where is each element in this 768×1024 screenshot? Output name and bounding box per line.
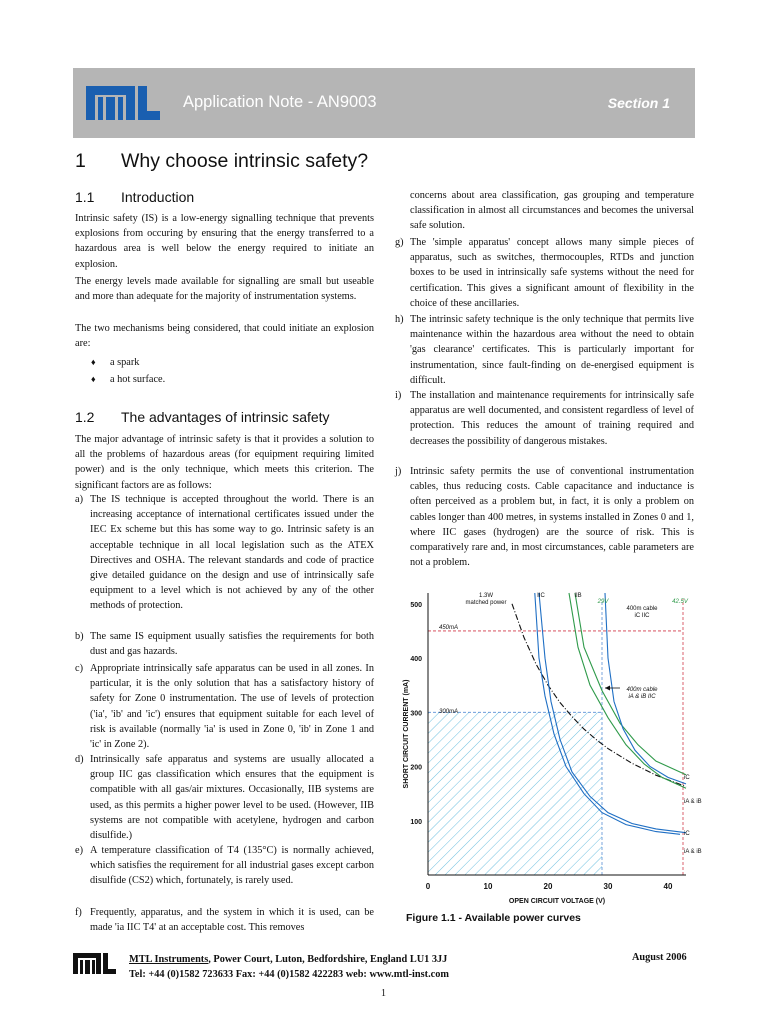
header-title: Application Note - AN9003 bbox=[183, 93, 377, 111]
power-curves-chart bbox=[398, 585, 702, 910]
annotation-300ma: 300mA bbox=[439, 709, 459, 715]
annotation-power: matched power bbox=[465, 600, 507, 606]
advantages-paragraph: The major advantage of intrinsic safety is that it provides a solution to all the problems of hazardous areas (for equipment requiring limited power) and is the only technique, which meets this criterion. The significant factors are as follows: bbox=[75, 434, 374, 491]
intro-heading bbox=[75, 189, 194, 205]
y-tick-label: 200 bbox=[410, 764, 422, 772]
annotation-42v: 42.5V bbox=[672, 599, 688, 605]
footer-address-line: , Power Court, Luton, Bedfordshire, England LU1 3JJ bbox=[208, 954, 448, 965]
list-item-b: b) The same IS equipment usually satisfies the requirements for both dust and gas hazards. bbox=[75, 631, 374, 658]
y-tick-label: 300 bbox=[410, 710, 422, 718]
list-item-e: e) A temperature classification of T4 (135°C) is normally achieved, which satisfies the requirement for all industrial gases except carbon disulfide (CS2) which, fortunately, is rarely used. bbox=[75, 845, 374, 887]
annotation-power: 1.3W bbox=[478, 593, 494, 599]
page-number: 1 bbox=[381, 988, 386, 999]
y-axis-label: SHORT CIRCUIT CURRENT (mA) bbox=[403, 679, 410, 789]
footer-mtl-logo bbox=[73, 953, 117, 975]
intro-heading-text: Introduction bbox=[121, 189, 195, 205]
intro-paragraph-3: The two mechanisms being considered, that could initiate an explosion are: bbox=[75, 323, 374, 350]
list-item-f: f) Frequently, apparatus, and the system in which it is used, can be made 'ia IIC T4' at an acceptable cost. This removes bbox=[75, 907, 374, 934]
footer-date: August 2006 bbox=[632, 952, 687, 963]
item-f-continued: concerns about area classification, gas grouping and temperature classification in almost all circumstances and becomes the universal safe solution. bbox=[410, 190, 694, 232]
annotation-cable-ic: 400m cable bbox=[626, 606, 658, 612]
annotation-cable-ic: iC IIC bbox=[634, 613, 650, 619]
list-item-c: c) Appropriate intrinsically safe apparatus can be used in all zones. In particular, it is the only solution that has a satisfactory history of safety for Zone 0 instrumentation. The use of levels of protection ('ia', 'ib' and 'ic') ensures that equipment suitable for each level of risk is available (normally 'ia' is used in Zone 0, 'ib' in Zone 1 and 'ic' in Zone 2). bbox=[75, 663, 374, 751]
footer-company: MTL Instruments bbox=[129, 954, 209, 965]
mtl-logo bbox=[84, 84, 164, 122]
list-item-h: h) The intrinsic safety technique is the only technique that permits live maintenance within the hazardous area without the need to obtain 'gas clearance' certificates. This is particularly important for instrumentation, since fault-finding on de-energised equipment is difficult. bbox=[395, 314, 694, 386]
annotation-iib: IIB bbox=[574, 593, 582, 599]
header-section: Section 1 bbox=[607, 95, 670, 111]
diamond-bullet-icon: ♦ bbox=[91, 374, 96, 384]
x-tick-label: 10 bbox=[483, 882, 493, 891]
intro-paragraph-1: Intrinsic safety (IS) is a low-energy signalling technique that prevents explosions from occuring by ensuring that the energy transferred to a hazardous area is well below the energy required to initiate an explosion. bbox=[75, 213, 374, 270]
page-title bbox=[75, 150, 368, 173]
annotation-iaib-green: iA & iB bbox=[684, 799, 702, 805]
intro-number: 1.1 bbox=[75, 189, 95, 205]
list-item-d: d) Intrinsically safe apparatus and systems are usually allocated a group IIC gas classification which ensures that the equipment is compatible with all gas/air mixtures. Occasionally, IIB systems are used, as this permits a higher power level to be used. (However, IIB systems are not compatible with acetylene, hydrogen and carbon disulfide.) bbox=[75, 754, 374, 842]
annotation-cable-iaib: iA & iB IIC bbox=[628, 694, 656, 700]
y-tick-label: 500 bbox=[410, 601, 422, 609]
annotation-cable-iaib: 400m cable bbox=[626, 687, 658, 693]
annotation-ic-blue: iC bbox=[684, 831, 690, 837]
advantages-heading bbox=[75, 409, 330, 425]
list-item-a: a) The IS technique is accepted throughout the world. There is an increasing acceptance of international certificates issued under the IEC Ex scheme but this has some way to go. Intrinsic safety is an acceptable technique in all local legislation such as the ATEX Directives and OSHA. The relevant standards and code of practice give detailed guidance on the design and use of intrinsically safe equipment to a level which is not achieved by any of the other methods of protection. bbox=[75, 494, 374, 612]
list-item-g: g) The 'simple apparatus' concept allows many simple pieces of apparatus, such as switches, thermocouples, RTDs and junction boxes to be used in intrinsically safe systems without the need for certification. This gives a significant amount of flexibility in the choice of these ancillaries. bbox=[395, 237, 694, 309]
y-tick-label: 100 bbox=[410, 818, 422, 826]
x-tick-label: 20 bbox=[543, 882, 553, 891]
annotation-29v: 29V bbox=[597, 599, 609, 605]
footer-contact: Tel: +44 (0)1582 723633 Fax: +44 (0)1582 422283 web: www.mtl-inst.com bbox=[129, 969, 449, 980]
list-item-i: i) The installation and maintenance requirements for intrinsically safe apparatus are well documented, and consistent regardless of level of protection. This reduces the amount of training required and decreases the possibility of dangerous mistakes. bbox=[395, 390, 694, 447]
annotation-450ma: 450mA bbox=[439, 625, 459, 631]
x-tick-label: 40 bbox=[663, 882, 673, 891]
annotation-ic-green: iC bbox=[684, 775, 690, 781]
bullet-spark: ♦ a spark bbox=[91, 357, 140, 368]
x-axis-label: OPEN CIRCUIT VOLTAGE (V) bbox=[508, 898, 606, 905]
annotation-arrow-head bbox=[605, 686, 610, 691]
advantages-heading-text: The advantages of intrinsic safety bbox=[121, 409, 330, 425]
x-tick-label: 30 bbox=[603, 882, 613, 891]
y-tick-label: 400 bbox=[410, 656, 422, 664]
annotation-iaib-blue: iA & iB bbox=[684, 849, 702, 855]
figure-caption: Figure 1.1 - Available power curves bbox=[406, 912, 581, 924]
safe-hatched-region bbox=[428, 712, 602, 875]
list-item-j: j) Intrinsic safety permits the use of conventional instrumentation cables, thus reducing costs. Cable capacitance and inductance is often perceived as a problem but, in fact, it is only a problem on cables longer than 400 metres, in systems installed in Zones 0 and 1, where IIC gases (hydrogen) are the source of risk. This is comparatively rare and, in most circumstances, cable parameters are not a problem. bbox=[395, 466, 694, 569]
x-tick-label: 0 bbox=[425, 882, 431, 891]
intro-paragraph-2: The energy levels made available for signalling are small but useable and more than adequate for the majority of instrumentation systems. bbox=[75, 276, 374, 303]
page-title-text: Why choose intrinsic safety? bbox=[121, 150, 369, 172]
bullet-hot-surface: ♦ a hot surface. bbox=[91, 374, 166, 385]
page-title-number: 1 bbox=[75, 150, 86, 172]
diamond-bullet-icon: ♦ bbox=[91, 357, 96, 367]
annotation-iic: IIC bbox=[537, 593, 545, 599]
footer-address bbox=[129, 952, 449, 982]
advantages-number: 1.2 bbox=[75, 409, 95, 425]
header-banner bbox=[73, 68, 695, 138]
